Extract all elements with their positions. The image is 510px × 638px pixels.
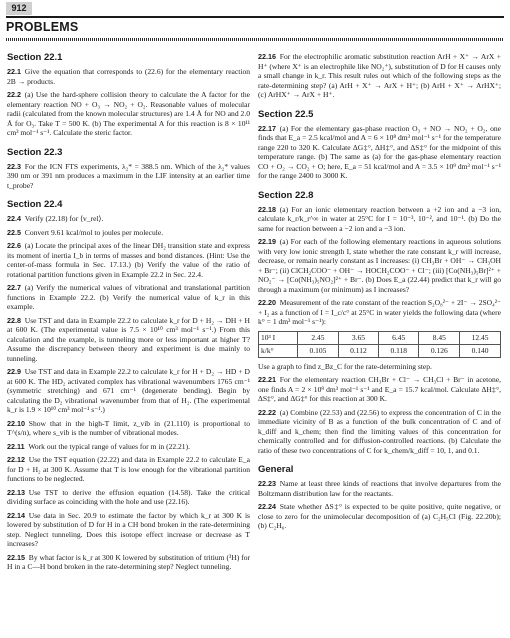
- problem-text: For the ICN FTS experiments, λ₂* = 388.5 nm. Which of the λ₂* values 390 nm or 391 nm produces a maximum in the LIF intensity at an earlier time t_probe?: [7, 161, 250, 190]
- table-cell: 8.45: [419, 331, 460, 344]
- section-heading: General: [258, 464, 294, 475]
- problem-number: 22.24: [258, 502, 276, 511]
- problem-number: 22.3: [7, 161, 21, 171]
- problem: [7, 442, 250, 452]
- problem-number: 22.6: [7, 241, 21, 250]
- table-cell: 0.105: [298, 344, 339, 357]
- problem: [258, 124, 501, 181]
- problem: [7, 241, 250, 279]
- problem-text: Use data in Sec. 20.9 to estimate the factor by which k_r at 300 K is lowered by substitution of D for H in a CH bond broken in the rate-determining step. Neglect tunneling. Does this isotope effect increase or decrease as T increases?: [7, 510, 250, 548]
- table-cell: 3.65: [338, 331, 378, 344]
- problem: [7, 455, 250, 484]
- problem-text: Use the TST equation (22.22) and data in Example 22.2 to calculate E_a for D + H₂ at 300 K. Assume that T is low enough for the vibrational partition functions to be neglected.: [7, 455, 250, 483]
- problem-text: (a) Combine (22.53) and (22.56) to express the concentration of C in the immediate vicinity of B as a function of the bulk concentration of C and of k_diff and k_chem; then find the limiting values of this concentration for chemically controlled and for diffusion-controlled reactions. (b) Calculate the ratio of these two concentrations of C for k_chem/k_diff = 10, 1, and 0.1.: [258, 407, 501, 455]
- right-column: [258, 52, 501, 535]
- problem: [258, 375, 501, 404]
- problem-number: 22.2: [7, 90, 21, 99]
- section-heading: Section 22.8: [258, 189, 314, 201]
- table-cell: 0.112: [338, 344, 378, 357]
- table-cell: 6.45: [379, 331, 419, 344]
- problem-number: 22.12: [7, 455, 25, 464]
- data-table: [258, 331, 501, 358]
- problem-text: Use a graph to find z_Bz_C for the rate-determining step.: [258, 361, 432, 371]
- problem: [7, 553, 250, 572]
- table-row-header: k/k°: [259, 344, 298, 357]
- problem-text: By what factor is k_r at 300 K lowered by substitution of tritium (³H) for H in a C—H bond broken in the rate-determining step? Neglect tunneling.: [7, 552, 250, 571]
- problem-number: 22.14: [7, 510, 25, 520]
- problem: [258, 205, 501, 234]
- header-rule: [6, 16, 504, 18]
- problem-text: Verify (22.18) for ⟨v_rel⟩.: [24, 214, 104, 223]
- left-column: [7, 52, 250, 576]
- section-heading: Section 22.4: [7, 199, 63, 210]
- problem-text: (a) Use the hard-sphere collision theory to calculate the A factor for the elementary reaction NO + O₃ → NO₂ + O₂. Reasonable values of molecular radii (calculated from the known molecular structures) are 1.4 Å for NO and 2.0 Å for O₃. Take T = 500 K. (b) The experimental A for this reaction is 8 × 10¹¹ cm³ mol⁻¹ s⁻¹. Calculate the steric factor.: [7, 90, 250, 137]
- problem-text: For the elementary reaction CH₃Br + Cl⁻ → CH₃Cl + Br⁻ in acetone, one finds A = 2 × 10⁹ dm³ mol⁻¹ s⁻¹ and E_a = 15.7 kcal/mol. Calculate ΔH‡°, ΔS‡°, and ΔG‡° for this reaction at 300 K.: [258, 375, 501, 403]
- problem: [7, 283, 250, 312]
- problem-text: Use TST to derive the effusion equation (14.58). Take the critical dividing surface as coinciding with the hole and use (22.16).: [7, 487, 250, 506]
- section-heading: Section 22.5: [258, 108, 314, 120]
- table-cell: 0.118: [379, 344, 419, 357]
- problem-text: Use TST and data in Example 22.2 to calculate k_r for H + D₂ → HD + D at 600 K. The HD₂ activated complex has vibrational wavenumbers 1765 cm⁻¹ (symmetric stretching) and 671 cm⁻¹ (degenerate bending). Begin by calculating the D₂ vibrational wavenumber from that of H₂. (The experimental k_r is 1.9 × 10¹⁰ cm³ mol⁻¹ s⁻¹.): [7, 367, 250, 414]
- problem-number: 22.1: [7, 67, 21, 76]
- problem: [7, 316, 250, 364]
- problem: [258, 408, 501, 456]
- problem-number: 22.18: [258, 204, 276, 214]
- problem-text: Measurement of the rate constant of the reaction S₂O₈²⁻ + 2I⁻ → 2SO₄²⁻ + I₂ as a function of I = I_c/c° at 25°C in water yields the following data (where k° = 1 dm³ mol⁻¹ s⁻¹):: [258, 298, 501, 326]
- problem-number: 22.8: [7, 315, 21, 325]
- problem: [7, 228, 250, 238]
- problem-text: (a) For an ionic elementary reaction between a +2 ion and a −3 ion, calculate k_r/k_r^∞ in water at 25°C for I = 10⁻³, 10⁻², and 10⁻¹. (b) Do the same for reaction between a −2 ion and a −3 ion.: [258, 204, 501, 233]
- problem-text: For the electrophilic aromatic substitution reaction ArH + X⁺ → ArX + H⁺ (where X⁺ is an electrophile like NO₂⁺), substitution of D for H causes only a small change in k_r. This result rules out which of the following steps as the rate-determining step? (a) ArH + X⁺ → ArX + H⁺; (b) ArH + X⁺ → ArHX⁺; (c) ArHX⁺ → ArX + H⁺.: [258, 52, 501, 99]
- problem-number: 22.13: [7, 487, 25, 497]
- problem-text: Work out the typical range of values for m in (22.21).: [28, 441, 190, 451]
- problem-number: 22.10: [7, 418, 25, 428]
- table-cell: 12.45: [460, 331, 501, 344]
- problem-text: (a) For the elementary gas-phase reaction O₃ + NO → NO₂ + O₂, one finds that E_a = 2.5 kcal/mol and A = 6 × 10⁸ dm³ mol⁻¹ s⁻¹ for the temperature range 220 to 320 K. Calculate ΔG‡°, ΔH‡°, and ΔS‡° for the midpoint of this temperature range. (b) The same as (a) for the gas-phase elementary reaction CO + O₂ → CO₂ + O; here, E_a = 51 kcal/mol and A = 3.5 × 10⁹ dm³ mol⁻¹ s⁻¹ for the range 2400 to 3000 K.: [258, 123, 501, 180]
- problem-number: 22.15: [7, 552, 25, 562]
- problem: [7, 367, 250, 415]
- problem-text: Give the equation that corresponds to (22.6) for the elementary reaction 2B → products.: [7, 67, 250, 86]
- problem-text: State whether ΔS‡° is expected to be quite positive, quite negative, or close to zero for the unimolecular decomposition of (a) C₂H₅Cl (Fig. 22.20b); (b) C₂H₆.: [258, 502, 501, 530]
- table-cell: 0.126: [419, 344, 460, 357]
- problem: [7, 511, 250, 549]
- problem-text: Convert 9.61 kcal/mol to joules per molecule.: [24, 227, 164, 237]
- section-heading: Section 22.1: [7, 52, 63, 63]
- problem: [7, 90, 250, 138]
- problem-number: 22.11: [7, 441, 25, 451]
- problem-text: Use TST and data in Example 22.2 to calculate k_r for D + H₂ → DH + H at 600 K. (The experimental value is 7.5 × 10¹⁰ cm³ mol⁻¹ s⁻¹.) From this calculation and the example, is tunneling more or less important at higher T? Assume the discrepancy between theory and experiment is due mainly to tunneling.: [7, 315, 250, 363]
- title-rule: [6, 38, 504, 41]
- page-title: PROBLEMS: [6, 20, 79, 34]
- problem-text: (a) Locate the principal axes of the linear DH₂ transition state and express its moment of inertia I_b in terms of masses and bond distances. (Hint: Use the center-of-mass formula in Sec. 17.13.) (b) Verify the value of the ratio of rotational partition functions given in Example 22.2 in Sec. 22.4.: [7, 241, 250, 279]
- problem: [258, 502, 501, 531]
- problem-number: 22.5: [7, 227, 21, 237]
- problem-number: 22.20: [258, 298, 276, 307]
- problem-number: 22.16: [258, 52, 276, 61]
- problem-number: 22.7: [7, 283, 21, 292]
- table-cell: 2.45: [298, 331, 339, 344]
- problem-number: 22.21: [258, 375, 276, 384]
- table-row: [259, 331, 501, 344]
- problem: [258, 479, 501, 498]
- table-cell: 0.140: [460, 344, 501, 357]
- problem: [258, 52, 501, 100]
- problem: [7, 67, 250, 86]
- problem-number: 22.23: [258, 479, 276, 488]
- problem: [258, 237, 501, 294]
- problem: [7, 419, 250, 438]
- problem-number: 22.22: [258, 407, 276, 417]
- table-row: [259, 344, 501, 357]
- problem: [7, 214, 250, 224]
- problem-text: Show that in the high-T limit, z_vib in (21.110) is proportional to T^(s/n), where s_vib is the number of vibrational modes.: [7, 418, 250, 437]
- problem-number: 22.4: [7, 214, 21, 223]
- problem: [258, 298, 501, 327]
- section-heading: Section 22.3: [7, 146, 63, 158]
- problem-number: 22.17: [258, 123, 276, 133]
- problem-text: (a) Verify the numerical values of vibrational and translational partition functions in Example 22.2. (b) Verify the numerical value of k_r in this example.: [7, 283, 250, 311]
- problem: [7, 488, 250, 507]
- problem-text: (a) For each of the following elementary reactions in aqueous solutions with very low ionic strength I, state whether the rate constant k_r will increase, decrease, or remain nearly constant as I increases: (i) CH₃Br + OH⁻ → CH₃OH + Br⁻; (ii) ClCH₂COO⁻ + OH⁻ → HOCH₂COO⁻ + Cl⁻; (iii) [Co(NH₃)₅Br]²⁺ + NO₂⁻ → [Co(NH₃)₅NO₂]²⁺ + Br⁻. (b) Does E_a (22.44) predict that k_r will go through a maximum (or minimum) as I increases?: [258, 237, 501, 294]
- page-number: 912: [6, 2, 32, 15]
- problem-number: 22.19: [258, 237, 276, 246]
- problem-number: 22.9: [7, 367, 21, 376]
- problem-text: Name at least three kinds of reactions that involve departures from the Boltzmann distribution law for the reactants.: [258, 479, 501, 498]
- problem: [7, 162, 250, 191]
- table-row-header: 10³ I: [259, 331, 298, 344]
